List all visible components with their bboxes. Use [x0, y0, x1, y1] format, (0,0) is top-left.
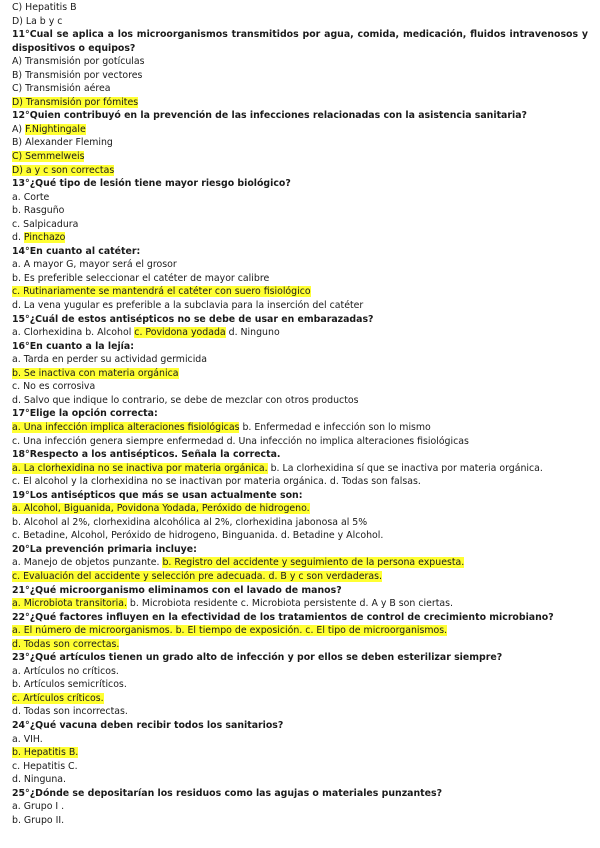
line-text: c. No es corrosiva: [12, 381, 96, 393]
option-line: [12, 96, 588, 110]
line-text: d.: [12, 232, 24, 244]
option-line: [12, 746, 588, 760]
line-text: d. Ninguno: [225, 327, 280, 339]
option-line: [12, 692, 588, 706]
highlighted-answer-text: Pinchazo: [23, 232, 66, 244]
question-line: [12, 651, 588, 665]
line-text: A) Transmisión por gotículas: [12, 56, 145, 68]
line-text: a. Manejo de objetos punzante.: [12, 557, 163, 569]
line-text: b. La clorhexidina sí que se inactiva por materia orgánica.: [267, 462, 543, 474]
line-text: B) Transmisión por vectores: [12, 69, 143, 81]
line-text: c. Una infección genera siempre enfermedad d. Una infección no implica alteraciones fisiológicas: [12, 435, 469, 447]
option-line: [12, 597, 588, 611]
highlighted-answer-text: c. Rutinariamente se mantendrá el catéter con suero fisiológico: [12, 286, 311, 298]
highlighted-answer-text: b. Se inactiva con materia orgánica: [12, 367, 179, 379]
line-text: 23°¿Qué artículos tienen un grado alto de infección y por ellos se deben esterilizar siempre?: [12, 652, 503, 664]
question-line: [12, 407, 588, 421]
option-line: [12, 285, 588, 299]
highlighted-answer-text: c. Artículos críticos.: [12, 692, 104, 704]
highlighted-answer-text: a. Una infección implica alteraciones fisiológicas: [12, 421, 240, 433]
option-line: [12, 570, 588, 584]
question-line: [12, 28, 588, 55]
option-line: [12, 123, 588, 137]
line-text: a. VIH.: [12, 733, 43, 745]
highlighted-answer-text: a. Microbiota transitoria.: [12, 598, 127, 610]
option-line: [12, 773, 588, 787]
line-text: a. Artículos no críticos.: [12, 665, 119, 677]
option-line: [12, 353, 588, 367]
line-text: b. Es preferible seleccionar el catéter de mayor calibre: [12, 272, 270, 284]
line-text: b. Alcohol al 2%, clorhexidina alcohólica al 2%, clorhexidina jabonosa al 5%: [12, 516, 368, 528]
highlighted-answer-text: D) a y c son correctas: [12, 164, 115, 176]
option-line: [12, 1, 588, 15]
option-line: [12, 556, 588, 570]
line-text: D) La b y c: [12, 15, 63, 27]
option-line: [12, 272, 588, 286]
option-line: [12, 502, 588, 516]
question-line: [12, 543, 588, 557]
question-line: [12, 719, 588, 733]
line-text: a. Grupo I .: [12, 801, 65, 813]
line-text: b. Grupo II.: [12, 814, 65, 826]
line-text: 14°En cuanto al catéter:: [12, 245, 141, 257]
option-line: [12, 516, 588, 530]
option-line: [12, 191, 588, 205]
option-line: [12, 136, 588, 150]
highlighted-answer-text: c. Povidona yodada: [134, 327, 226, 339]
question-line: [12, 584, 588, 598]
line-text: d. La vena yugular es preferible a la subclavia para la inserción del catéter: [12, 300, 364, 312]
option-line: [12, 733, 588, 747]
option-line: [12, 380, 588, 394]
question-line: [12, 448, 588, 462]
highlighted-answer-text: a. El número de microorganismos. b. El tiempo de exposición. c. El tipo de microorganismos.: [12, 625, 448, 637]
option-line: [12, 705, 588, 719]
line-text: b. Rasguño: [12, 205, 65, 217]
line-text: B) Alexander Fleming: [12, 137, 113, 149]
option-line: [12, 218, 588, 232]
line-text: d. Ninguna.: [12, 774, 67, 786]
line-text: 15°¿Cuál de estos antisépticos no se debe de usar en embarazadas?: [12, 313, 374, 325]
option-line: [12, 326, 588, 340]
line-text: 11°Cual se aplica a los microorganismos transmitidos por agua, comida, medicación, fluidos intravenosos y dispositivos o equipos?: [12, 29, 588, 54]
option-line: [12, 204, 588, 218]
line-text: a. A mayor G, mayor será el grosor: [12, 259, 177, 271]
line-text: b. Artículos semicríticos.: [12, 679, 127, 691]
option-line: [12, 529, 588, 543]
line-text: b. Enfermedad e infección son lo mismo: [239, 421, 431, 433]
highlighted-answer-text: F.Nightingale: [25, 123, 86, 135]
question-line: [12, 787, 588, 801]
highlighted-answer-text: D) Transmisión por fómites: [12, 96, 139, 108]
question-line: [12, 177, 588, 191]
highlighted-answer-text: d. Todas son correctas.: [12, 638, 120, 650]
question-line: [12, 313, 588, 327]
line-text: C) Hepatitis B: [12, 2, 77, 13]
line-text: c. Salpicadura: [12, 218, 79, 230]
highlighted-answer-text: b. Hepatitis B.: [12, 747, 79, 759]
line-text: 17°Elige la opción correcta:: [12, 408, 158, 420]
option-line: [12, 814, 588, 828]
option-line: [12, 150, 588, 164]
question-line: [12, 245, 588, 259]
line-text: a. Clorhexidina b. Alcohol: [12, 327, 135, 339]
line-text: a. Tarda en perder su actividad germicida: [12, 354, 208, 366]
question-line: [12, 109, 588, 123]
question-line: [12, 489, 588, 503]
option-line: [12, 55, 588, 69]
option-line: [12, 299, 588, 313]
question-line: [12, 340, 588, 354]
line-text: a. Corte: [12, 191, 50, 203]
option-line: [12, 394, 588, 408]
option-line: [12, 475, 588, 489]
line-text: d. Todas son incorrectas.: [12, 706, 128, 718]
option-line: [12, 760, 588, 774]
option-line: [12, 367, 588, 381]
option-line: [12, 665, 588, 679]
highlighted-answer-text: c. Evaluación del accidente y selección pre adecuada. d. B y c son verdaderas.: [12, 570, 382, 582]
highlighted-answer-text: C) Semmelweis: [12, 151, 85, 163]
line-text: 18°Respecto a los antisépticos. Señala la correcta.: [12, 449, 281, 461]
line-text: C) Transmisión aérea: [12, 83, 111, 95]
line-text: c. Hepatitis C.: [12, 760, 78, 772]
highlighted-answer-text: b. Registro del accidente y seguimiento de la persona expuesta.: [162, 557, 465, 569]
highlighted-answer-text: a. La clorhexidina no se inactiva por materia orgánica.: [12, 462, 268, 474]
option-line: [12, 800, 588, 814]
option-line: [12, 421, 588, 435]
line-text: 24°¿Qué vacuna deben recibir todos los sanitarios?: [12, 719, 284, 731]
option-line: [12, 678, 588, 692]
line-text: 25°¿Dónde se depositarían los residuos como las agujas o materiales punzantes?: [12, 787, 443, 799]
option-line: [12, 462, 588, 476]
option-line: [12, 231, 588, 245]
option-line: [12, 435, 588, 449]
option-line: [12, 82, 588, 96]
question-line: [12, 611, 588, 625]
line-text: 16°En cuanto a la lejía:: [12, 340, 134, 352]
option-line: [12, 164, 588, 178]
option-line: [12, 638, 588, 652]
option-line: [12, 15, 588, 29]
option-line: [12, 69, 588, 83]
option-line: [12, 624, 588, 638]
line-text: 21°¿Qué microorganismo eliminamos con el lavado de manos?: [12, 584, 342, 596]
line-text: c. El alcohol y la clorhexidina no se inactivan por materia orgánica. d. Todas son falsas.: [12, 476, 421, 488]
line-text: d. Salvo que indique lo contrario, se debe de mezclar con otros productos: [12, 394, 359, 406]
line-text: 19°Los antisépticos que más se usan actualmente son:: [12, 489, 303, 501]
line-text: c. Betadine, Alcohol, Peróxido de hidrogeno, Binguanida. d. Betadine y Alcohol.: [12, 530, 384, 542]
line-text: A): [12, 123, 26, 135]
line-text: b. Microbiota residente c. Microbiota persistente d. A y B son ciertas.: [126, 598, 453, 610]
line-text: 22°¿Qué factores influyen en la efectividad de los tratamientos de control de crecimiento microbiano?: [12, 611, 554, 623]
line-text: 20°La prevención primaria incluye:: [12, 543, 197, 555]
line-text: 13°¿Qué tipo de lesión tiene mayor riesgo biológico?: [12, 178, 291, 190]
line-text: 12°Quien contribuyó en la prevención de las infecciones relacionadas con la asistencia sanitaria?: [12, 110, 527, 122]
option-line: [12, 258, 588, 272]
highlighted-answer-text: a. Alcohol, Biguanida, Povidona Yodada, Peróxido de hidrogeno.: [12, 503, 310, 515]
